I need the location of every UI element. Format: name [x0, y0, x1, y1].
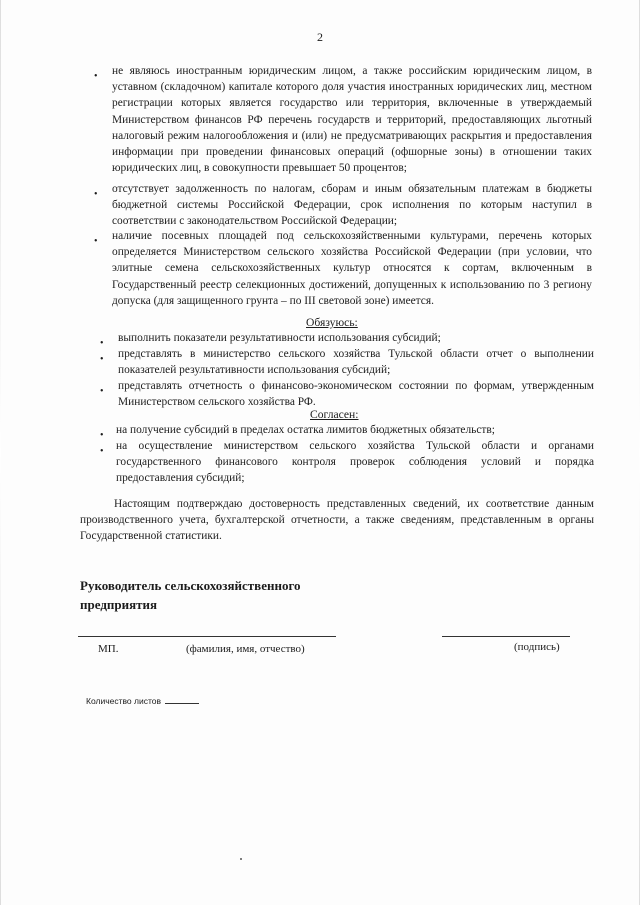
list-item: наличие посевных площадей под сельскохозяйственными культурами, перечень которых определяется Министерством сельского хозяйства Российской Федерации (при условии, что элитные семена сельскохозяйственных культур относятся к сортам, включенным в Государственный реестр селекционных достижений, допущенных к использованию по 3 региону допуска (для защищенного грунта – по III световой зоне) имеется. [112, 230, 592, 307]
scan-speck [240, 858, 242, 860]
list-item: выполнить показатели результативности использования субсидий; [118, 332, 441, 344]
consent-heading: Согласен: [310, 408, 359, 421]
list-item: отсутствует задолженность по налогам, сборам и иным обязательным платежам в бюджеты бюджетной системы Российской Федерации, срок исполнения по которым наступил в соответствии с законодательством Российской Федерации; [112, 183, 592, 228]
bullet-icon: • [100, 338, 104, 349]
bullet-icon: • [94, 71, 98, 82]
list-item: представлять отчетность о финансово-экономическом состоянии по формам, утвержденным Министерством сельского хозяйства РФ. [118, 380, 594, 409]
name-caption: (фамилия, имя, отчество) [186, 643, 305, 655]
name-line [78, 636, 336, 637]
sheets-label: Количество листов [86, 696, 162, 706]
list-item: на получение субсидий в пределах остатка лимитов бюджетных обязательств; [116, 424, 495, 436]
confirmation-paragraph: Настоящим подтверждаю достоверность представленных сведений, их соответствие данным производственного учета, бухгалтерской отчетности, а также сведениям, представленным в органы Государственной статистики. [80, 498, 594, 543]
page-number: 2 [317, 30, 323, 44]
sheets-blank-line [165, 696, 199, 704]
signer-title [80, 576, 301, 614]
stamp-label: МП. [98, 643, 119, 655]
signature-caption: (подпись) [514, 641, 560, 653]
bullet-icon: • [94, 189, 98, 200]
list-item: не являюсь иностранным юридическим лицом, а также российским юридическим лицом, в уставном (складочном) капитале которого доля участия иностранных юридических лиц, местном регистрации которых является государство или территория, включенные в утверждаемый Министерством финансов РФ перечень государств и территорий, предоставляющих льготный налоговый режим налогообложения и (или) не предусматривающих раскрытия и предоставления информации при проведении финансовых операций (офшорные зоны) в отношении таких юридических лиц, в совокупности превышает 50 процентов; [112, 65, 592, 175]
bullet-icon: • [100, 446, 104, 457]
signer-title-line: Руководитель сельскохозяйственного [80, 578, 301, 593]
signature-line [442, 636, 570, 637]
list-item: на осуществление министерством сельского хозяйства Тульской области и органами государственного финансового контроля проверок соблюдения условий и порядка предоставления субсидий; [116, 440, 594, 485]
bullet-icon: • [100, 430, 104, 441]
bullet-icon: • [100, 354, 104, 365]
obligations-heading: Обязуюсь: [306, 316, 358, 329]
signer-title-line: предприятия [80, 597, 158, 612]
bullet-icon: • [100, 386, 104, 397]
list-item: представлять в министерство сельского хозяйства Тульской области отчет о выполнении показателей результативности использования субсидий; [118, 348, 594, 377]
scan-edge-left [0, 0, 1, 905]
bullet-icon: • [94, 236, 98, 247]
sheets-count [86, 696, 199, 706]
